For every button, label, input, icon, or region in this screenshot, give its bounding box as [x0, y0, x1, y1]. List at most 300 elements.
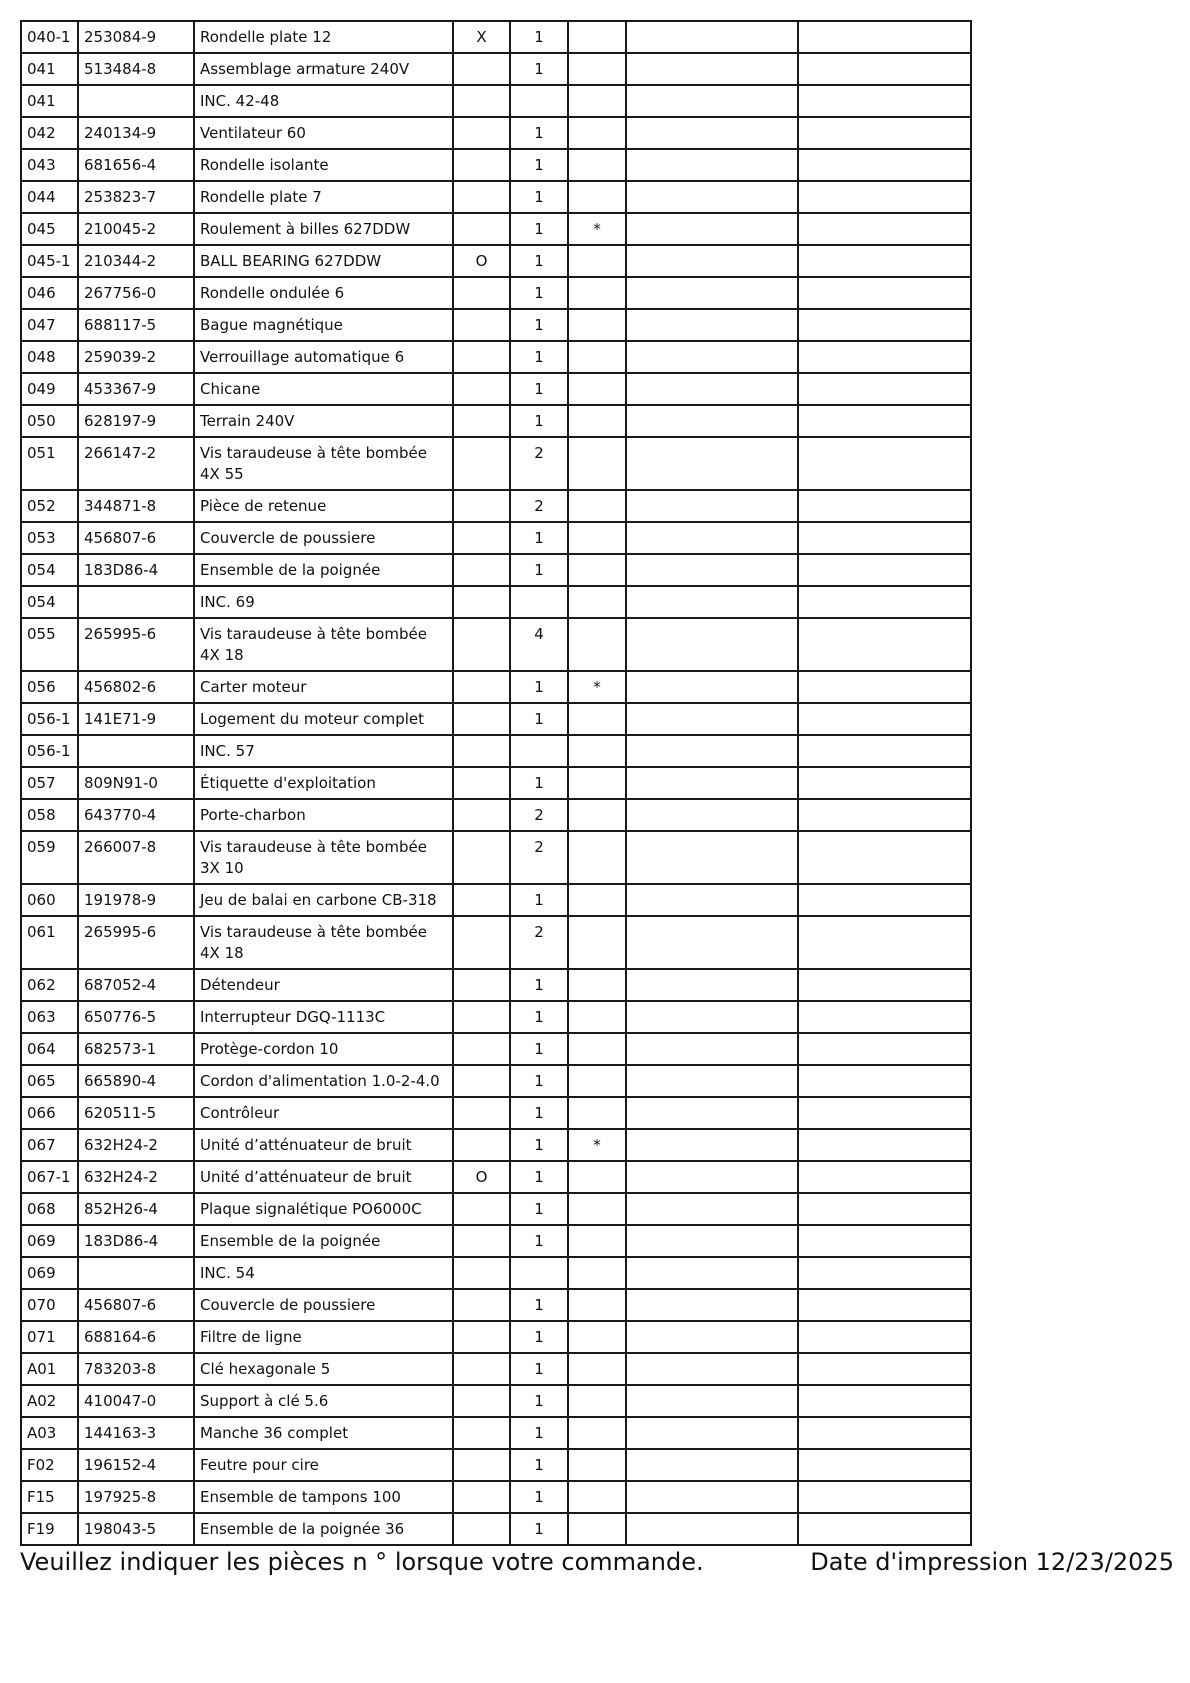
item-number-cell: 042 — [21, 117, 78, 149]
description-cell: Logement du moteur complet — [194, 703, 453, 735]
empty-cell — [798, 341, 971, 373]
description-cell: Terrain 240V — [194, 405, 453, 437]
part-number-cell: 210344-2 — [78, 245, 194, 277]
table-row — [21, 1385, 971, 1417]
empty-cell — [626, 181, 798, 213]
table-row — [21, 277, 971, 309]
note-cell — [568, 1481, 626, 1513]
empty-cell — [798, 969, 971, 1001]
empty-cell — [798, 735, 971, 767]
empty-cell — [626, 618, 798, 671]
empty-cell — [626, 554, 798, 586]
item-number-cell: 047 — [21, 309, 78, 341]
table-row — [21, 149, 971, 181]
quantity-cell: 1 — [510, 277, 568, 309]
part-number-cell: 513484-8 — [78, 53, 194, 85]
part-number-cell: 688164-6 — [78, 1321, 194, 1353]
empty-cell — [798, 85, 971, 117]
empty-cell — [626, 799, 798, 831]
part-number-cell: 410047-0 — [78, 1385, 194, 1417]
item-number-cell: 063 — [21, 1001, 78, 1033]
note-cell — [568, 309, 626, 341]
table-row — [21, 373, 971, 405]
description-cell: Feutre pour cire — [194, 1449, 453, 1481]
empty-cell — [626, 671, 798, 703]
part-number-cell: 628197-9 — [78, 405, 194, 437]
flag-cell — [453, 1385, 510, 1417]
description-cell: Manche 36 complet — [194, 1417, 453, 1449]
part-number-cell: 456807-6 — [78, 522, 194, 554]
empty-cell — [798, 373, 971, 405]
empty-cell — [626, 490, 798, 522]
quantity-cell: 1 — [510, 1033, 568, 1065]
empty-cell — [626, 522, 798, 554]
empty-cell — [626, 1385, 798, 1417]
item-number-cell: A01 — [21, 1353, 78, 1385]
item-number-cell: 071 — [21, 1321, 78, 1353]
description-cell: Interrupteur DGQ-1113C — [194, 1001, 453, 1033]
note-cell — [568, 373, 626, 405]
flag-cell — [453, 554, 510, 586]
description-cell: Assemblage armature 240V — [194, 53, 453, 85]
description-cell: Clé hexagonale 5 — [194, 1353, 453, 1385]
parts-table — [20, 20, 972, 1546]
empty-cell — [626, 373, 798, 405]
description-cell: INC. 54 — [194, 1257, 453, 1289]
flag-cell — [453, 884, 510, 916]
quantity-cell: 1 — [510, 309, 568, 341]
note-cell — [568, 554, 626, 586]
table-row — [21, 1033, 971, 1065]
quantity-cell: 1 — [510, 1225, 568, 1257]
table-row — [21, 1481, 971, 1513]
item-number-cell: 064 — [21, 1033, 78, 1065]
table-row — [21, 884, 971, 916]
part-number-cell: 681656-4 — [78, 149, 194, 181]
part-number-cell: 253823-7 — [78, 181, 194, 213]
quantity-cell: 1 — [510, 1353, 568, 1385]
flag-cell: X — [453, 21, 510, 53]
empty-cell — [798, 884, 971, 916]
part-number-cell: 650776-5 — [78, 1001, 194, 1033]
empty-cell — [626, 1481, 798, 1513]
table-row — [21, 1513, 971, 1545]
flag-cell — [453, 1449, 510, 1481]
note-cell — [568, 1321, 626, 1353]
description-cell: Ensemble de la poignée — [194, 554, 453, 586]
description-cell: Cordon d'alimentation 1.0-2-4.0 — [194, 1065, 453, 1097]
quantity-cell: 2 — [510, 831, 568, 884]
quantity-cell: 1 — [510, 1513, 568, 1545]
flag-cell: O — [453, 1161, 510, 1193]
empty-cell — [798, 1129, 971, 1161]
item-number-cell: 058 — [21, 799, 78, 831]
table-row — [21, 1065, 971, 1097]
item-number-cell: 051 — [21, 437, 78, 490]
flag-cell — [453, 149, 510, 181]
description-cell: Protège-cordon 10 — [194, 1033, 453, 1065]
flag-cell — [453, 767, 510, 799]
empty-cell — [626, 309, 798, 341]
flag-cell — [453, 1001, 510, 1033]
description-cell: Vis taraudeuse à tête bombée 4X 55 — [194, 437, 453, 490]
flag-cell — [453, 1033, 510, 1065]
empty-cell — [798, 522, 971, 554]
note-cell — [568, 1385, 626, 1417]
description-cell: Vis taraudeuse à tête bombée 4X 18 — [194, 618, 453, 671]
empty-cell — [626, 277, 798, 309]
table-row — [21, 245, 971, 277]
table-row — [21, 437, 971, 490]
part-number-cell — [78, 85, 194, 117]
empty-cell — [626, 245, 798, 277]
note-cell — [568, 522, 626, 554]
description-cell: Carter moteur — [194, 671, 453, 703]
description-cell: Verrouillage automatique 6 — [194, 341, 453, 373]
table-row — [21, 405, 971, 437]
note-cell — [568, 1289, 626, 1321]
description-cell: Rondelle plate 7 — [194, 181, 453, 213]
table-row — [21, 1001, 971, 1033]
empty-cell — [798, 1321, 971, 1353]
item-number-cell: 045 — [21, 213, 78, 245]
quantity-cell: 1 — [510, 149, 568, 181]
flag-cell — [453, 373, 510, 405]
item-number-cell: 066 — [21, 1097, 78, 1129]
part-number-cell: 191978-9 — [78, 884, 194, 916]
description-cell: Vis taraudeuse à tête bombée 3X 10 — [194, 831, 453, 884]
item-number-cell: 040-1 — [21, 21, 78, 53]
table-row — [21, 490, 971, 522]
part-number-cell: 688117-5 — [78, 309, 194, 341]
note-cell — [568, 1449, 626, 1481]
quantity-cell: 1 — [510, 21, 568, 53]
item-number-cell: 055 — [21, 618, 78, 671]
flag-cell — [453, 1225, 510, 1257]
table-row — [21, 1129, 971, 1161]
table-row — [21, 735, 971, 767]
empty-cell — [798, 618, 971, 671]
note-cell — [568, 1257, 626, 1289]
part-number-cell: 682573-1 — [78, 1033, 194, 1065]
item-number-cell: 048 — [21, 341, 78, 373]
table-row — [21, 181, 971, 213]
quantity-cell: 1 — [510, 405, 568, 437]
quantity-cell — [510, 735, 568, 767]
flag-cell — [453, 1097, 510, 1129]
empty-cell — [626, 1513, 798, 1545]
empty-cell — [798, 671, 971, 703]
empty-cell — [626, 586, 798, 618]
flag-cell — [453, 1513, 510, 1545]
flag-cell — [453, 1353, 510, 1385]
quantity-cell: 1 — [510, 1129, 568, 1161]
quantity-cell — [510, 1257, 568, 1289]
part-number-cell: 210045-2 — [78, 213, 194, 245]
quantity-cell: 1 — [510, 117, 568, 149]
empty-cell — [798, 181, 971, 213]
flag-cell — [453, 703, 510, 735]
description-cell: INC. 69 — [194, 586, 453, 618]
table-row — [21, 1161, 971, 1193]
empty-cell — [798, 703, 971, 735]
flag-cell: O — [453, 245, 510, 277]
table-row — [21, 767, 971, 799]
empty-cell — [626, 1321, 798, 1353]
empty-cell — [798, 490, 971, 522]
note-cell — [568, 1161, 626, 1193]
empty-cell — [626, 703, 798, 735]
table-row — [21, 21, 971, 53]
note-cell — [568, 1097, 626, 1129]
flag-cell — [453, 671, 510, 703]
part-number-cell: 265995-6 — [78, 618, 194, 671]
flag-cell — [453, 618, 510, 671]
description-cell: INC. 42-48 — [194, 85, 453, 117]
table-row — [21, 1353, 971, 1385]
description-cell: Jeu de balai en carbone CB-318 — [194, 884, 453, 916]
part-number-cell: 266147-2 — [78, 437, 194, 490]
quantity-cell: 1 — [510, 703, 568, 735]
empty-cell — [626, 341, 798, 373]
flag-cell — [453, 277, 510, 309]
note-cell — [568, 586, 626, 618]
note-cell — [568, 1417, 626, 1449]
flag-cell — [453, 117, 510, 149]
empty-cell — [626, 53, 798, 85]
table-row — [21, 586, 971, 618]
description-cell: Rondelle isolante — [194, 149, 453, 181]
note-cell — [568, 437, 626, 490]
note-cell — [568, 21, 626, 53]
empty-cell — [798, 53, 971, 85]
empty-cell — [798, 213, 971, 245]
empty-cell — [626, 1033, 798, 1065]
empty-cell — [798, 1449, 971, 1481]
table-row — [21, 1225, 971, 1257]
empty-cell — [798, 1001, 971, 1033]
quantity-cell: 2 — [510, 437, 568, 490]
part-number-cell: 783203-8 — [78, 1353, 194, 1385]
empty-cell — [626, 85, 798, 117]
empty-cell — [626, 767, 798, 799]
part-number-cell: 196152-4 — [78, 1449, 194, 1481]
description-cell: Vis taraudeuse à tête bombée 4X 18 — [194, 916, 453, 969]
item-number-cell: 056 — [21, 671, 78, 703]
description-cell: Filtre de ligne — [194, 1321, 453, 1353]
quantity-cell: 1 — [510, 1321, 568, 1353]
item-number-cell: 041 — [21, 85, 78, 117]
note-cell — [568, 117, 626, 149]
empty-cell — [798, 799, 971, 831]
table-row — [21, 85, 971, 117]
item-number-cell: 060 — [21, 884, 78, 916]
empty-cell — [626, 916, 798, 969]
description-cell: Bague magnétique — [194, 309, 453, 341]
table-row — [21, 969, 971, 1001]
part-number-cell: 852H26-4 — [78, 1193, 194, 1225]
part-number-cell: 197925-8 — [78, 1481, 194, 1513]
quantity-cell: 1 — [510, 1385, 568, 1417]
note-cell — [568, 245, 626, 277]
table-row — [21, 1097, 971, 1129]
item-number-cell: A02 — [21, 1385, 78, 1417]
flag-cell — [453, 1481, 510, 1513]
description-cell: Détendeur — [194, 969, 453, 1001]
description-cell: Rondelle plate 12 — [194, 21, 453, 53]
empty-cell — [626, 884, 798, 916]
empty-cell — [798, 831, 971, 884]
part-number-cell: 265995-6 — [78, 916, 194, 969]
quantity-cell: 1 — [510, 671, 568, 703]
empty-cell — [798, 1417, 971, 1449]
empty-cell — [626, 1353, 798, 1385]
note-cell — [568, 1353, 626, 1385]
description-cell: Étiquette d'exploitation — [194, 767, 453, 799]
item-number-cell: 043 — [21, 149, 78, 181]
quantity-cell: 1 — [510, 1097, 568, 1129]
part-number-cell: 456807-6 — [78, 1289, 194, 1321]
empty-cell — [626, 1225, 798, 1257]
empty-cell — [626, 437, 798, 490]
table-row — [21, 618, 971, 671]
description-cell: Couvercle de poussiere — [194, 522, 453, 554]
empty-cell — [798, 149, 971, 181]
empty-cell — [798, 1481, 971, 1513]
empty-cell — [626, 149, 798, 181]
part-number-cell: 687052-4 — [78, 969, 194, 1001]
empty-cell — [626, 831, 798, 884]
part-number-cell: 620511-5 — [78, 1097, 194, 1129]
note-cell — [568, 969, 626, 1001]
flag-cell — [453, 1129, 510, 1161]
empty-cell — [798, 1289, 971, 1321]
quantity-cell: 1 — [510, 1065, 568, 1097]
flag-cell — [453, 586, 510, 618]
item-number-cell: 050 — [21, 405, 78, 437]
flag-cell — [453, 1321, 510, 1353]
item-number-cell: 069 — [21, 1225, 78, 1257]
empty-cell — [626, 1417, 798, 1449]
note-cell — [568, 405, 626, 437]
note-cell — [568, 703, 626, 735]
part-number-cell: 266007-8 — [78, 831, 194, 884]
item-number-cell: 067-1 — [21, 1161, 78, 1193]
empty-cell — [798, 1353, 971, 1385]
flag-cell — [453, 799, 510, 831]
flag-cell — [453, 969, 510, 1001]
item-number-cell: 061 — [21, 916, 78, 969]
note-cell — [568, 618, 626, 671]
part-number-cell: 344871-8 — [78, 490, 194, 522]
flag-cell — [453, 437, 510, 490]
flag-cell — [453, 916, 510, 969]
empty-cell — [626, 213, 798, 245]
item-number-cell: 067 — [21, 1129, 78, 1161]
note-cell — [568, 1513, 626, 1545]
description-cell: Chicane — [194, 373, 453, 405]
description-cell: Pièce de retenue — [194, 490, 453, 522]
description-cell: Plaque signalétique PO6000C — [194, 1193, 453, 1225]
description-cell: INC. 57 — [194, 735, 453, 767]
empty-cell — [798, 767, 971, 799]
item-number-cell: 057 — [21, 767, 78, 799]
flag-cell — [453, 1193, 510, 1225]
flag-cell — [453, 1417, 510, 1449]
parts-table-body — [21, 21, 971, 1545]
note-cell — [568, 181, 626, 213]
item-number-cell: 068 — [21, 1193, 78, 1225]
item-number-cell: 049 — [21, 373, 78, 405]
item-number-cell: 059 — [21, 831, 78, 884]
table-row — [21, 1321, 971, 1353]
flag-cell — [453, 85, 510, 117]
part-number-cell: 253084-9 — [78, 21, 194, 53]
item-number-cell: 052 — [21, 490, 78, 522]
empty-cell — [626, 1257, 798, 1289]
empty-cell — [798, 554, 971, 586]
item-number-cell: 062 — [21, 969, 78, 1001]
table-row — [21, 213, 971, 245]
description-cell: Couvercle de poussiere — [194, 1289, 453, 1321]
part-number-cell — [78, 1257, 194, 1289]
quantity-cell: 1 — [510, 181, 568, 213]
flag-cell — [453, 1065, 510, 1097]
empty-cell — [626, 1001, 798, 1033]
part-number-cell: 267756-0 — [78, 277, 194, 309]
empty-cell — [798, 1225, 971, 1257]
item-number-cell: F02 — [21, 1449, 78, 1481]
quantity-cell: 1 — [510, 884, 568, 916]
item-number-cell: F19 — [21, 1513, 78, 1545]
quantity-cell: 1 — [510, 1001, 568, 1033]
flag-cell — [453, 1289, 510, 1321]
empty-cell — [798, 21, 971, 53]
empty-cell — [626, 969, 798, 1001]
empty-cell — [798, 117, 971, 149]
note-cell — [568, 1033, 626, 1065]
part-number-cell — [78, 735, 194, 767]
quantity-cell: 1 — [510, 767, 568, 799]
table-row — [21, 671, 971, 703]
note-cell — [568, 884, 626, 916]
empty-cell — [626, 21, 798, 53]
empty-cell — [798, 309, 971, 341]
empty-cell — [626, 117, 798, 149]
item-number-cell: 045-1 — [21, 245, 78, 277]
quantity-cell: 1 — [510, 1193, 568, 1225]
note-cell — [568, 53, 626, 85]
quantity-cell — [510, 586, 568, 618]
description-cell: Porte-charbon — [194, 799, 453, 831]
item-number-cell: 070 — [21, 1289, 78, 1321]
item-number-cell: 056-1 — [21, 703, 78, 735]
note-cell: * — [568, 213, 626, 245]
part-number-cell: 141E71-9 — [78, 703, 194, 735]
quantity-cell: 1 — [510, 554, 568, 586]
part-number-cell: 259039-2 — [78, 341, 194, 373]
flag-cell — [453, 341, 510, 373]
quantity-cell: 4 — [510, 618, 568, 671]
table-row — [21, 1193, 971, 1225]
print-date: Date d'impression 12/23/2025 — [810, 1548, 1174, 1576]
empty-cell — [626, 1065, 798, 1097]
part-number-cell: 632H24-2 — [78, 1161, 194, 1193]
item-number-cell: 069 — [21, 1257, 78, 1289]
item-number-cell: 054 — [21, 554, 78, 586]
description-cell: Unité d’atténuateur de bruit — [194, 1161, 453, 1193]
item-number-cell: 044 — [21, 181, 78, 213]
